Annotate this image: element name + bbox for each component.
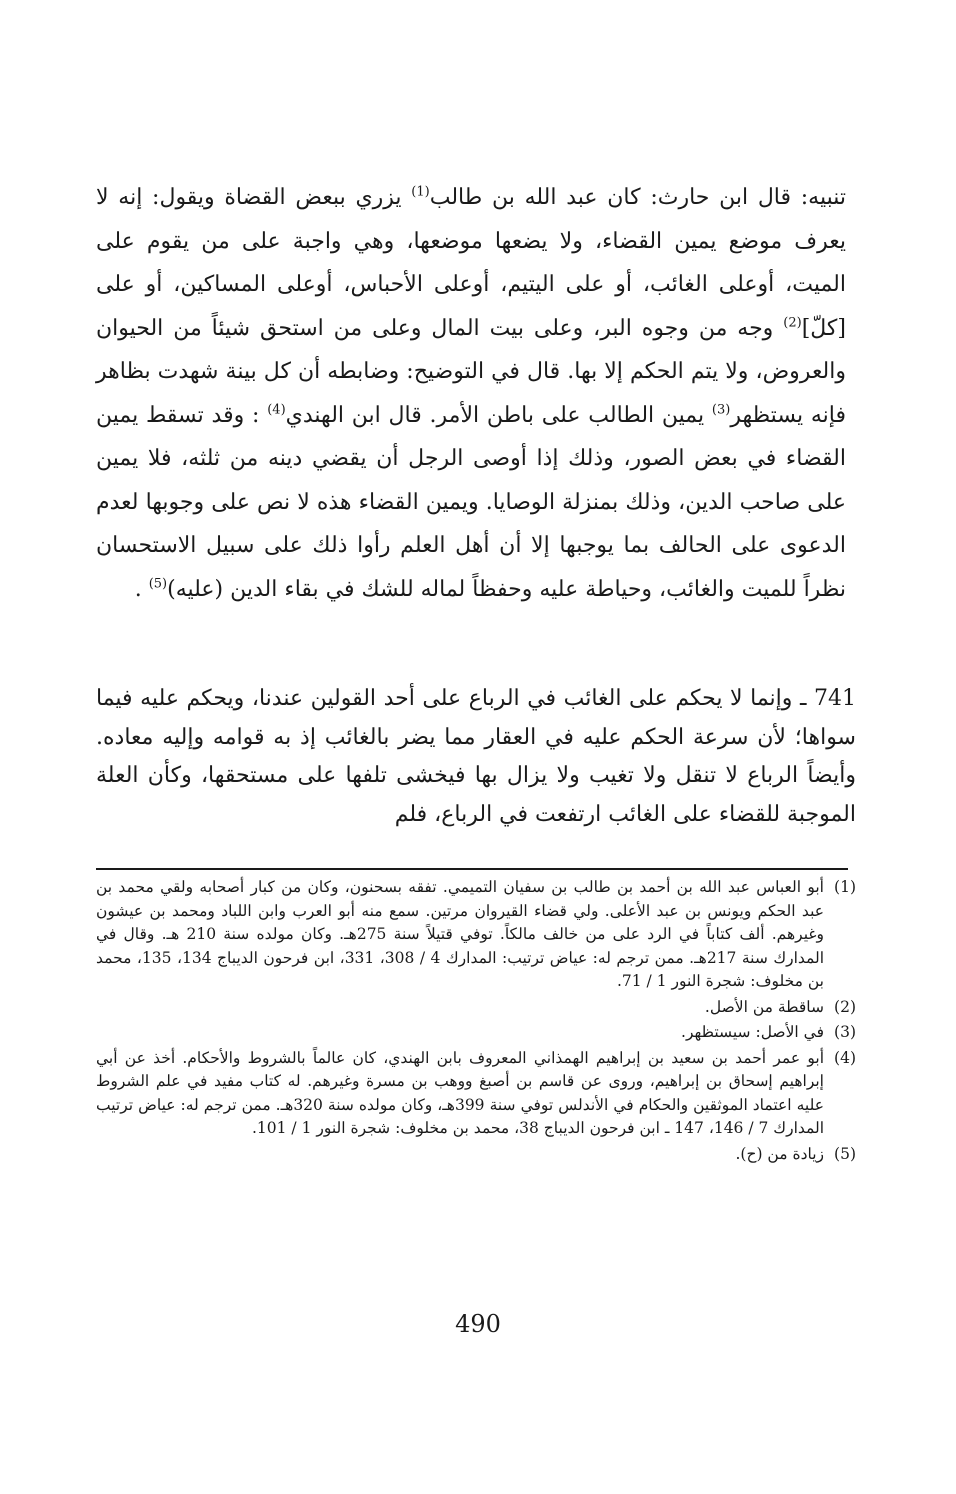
text-segment: يمين الطالب على باطن الأمر. قال ابن الهندي (285, 402, 712, 428)
text-segment: . (134, 576, 149, 602)
footnote-1 (96, 876, 856, 994)
page-number: 490 (455, 1310, 501, 1338)
footnote-text: في الأصل: سيستظهر. (681, 1023, 824, 1041)
footnote-divider (96, 868, 848, 870)
footnote-3 (96, 1021, 856, 1045)
paragraph-number: 741 (814, 686, 856, 711)
footnote-number: (4) (834, 1048, 856, 1067)
numbered-paragraph-text: ـ وإنما لا يحكم على الغائب في الرباع على أحد القولين عندنا، ويحكم عليه فيما سواها؛ لأن سرعة الحكم عليه في العقار مما يضر بالغائب إذ به قوامه وإليه معاده. وأيضاً الرباع لا تنقل ولا تغيب ولا يزال بها فيخشى تلفها على مستحقها، وكأن العلة الموجبة للقضاء على الغائب ارتفعت في الرباع، فلم (96, 686, 856, 827)
footnote-text: أبو العباس عبد الله بن أحمد بن طالب بن سفيان التميمي. تفقه بسحنون، وكان من كبار أصحابه ولقي محمد بن عبد الحكم ويونس بن عبد الأعلى. ولي قضاء القيروان مرتين. سمع منه أبو العرب وابن اللباد ومحمد بن عيشون وغيرهم. ألف كتاباً في الرد على من خالف مالكاً. توفي قتيلاً سنة 275هـ. وكان مولده سنة 210 هـ. وقال في المدارك سنة 217هـ. ممن ترجم له: عياض ترتيب: المدارك 4 / 308، 331، ابن فرحون الديباج 134، 135، محمد بن مخلوف: شجرة النور 1 / 71. (96, 878, 825, 990)
text-segment: تنبيه: قال ابن حارث: كان عبد الله بن طالب (429, 185, 847, 210)
main-paragraph-text (96, 176, 846, 611)
footnote-ref-4: (4) (267, 402, 286, 418)
footnote-text: زيادة من (ح). (735, 1144, 824, 1163)
footnote-5 (96, 1143, 856, 1167)
footnote-text: أبو عمر أحمد بن سعيد بن إبراهيم الهمذاني المعروف بابن الهندي، كان عالماً بالشروط والأحكام. أخذ عن أبي إبراهيم إسحاق بن إبراهيم، وروى عن قاسم بن أصبغ ووهب بن مسرة وغيرهم. له كتاب مفيد في علم الشروط عليه اعتماد الموثقين والحكام في الأندلس توفي سنة 399هـ، وكان مولده سنة 320هـ. ممن ترجم له: عياض ترتيب المدارك 7 / 146، 147 ـ ابن فرحون الديباج 38، محمد بن مخلوف: شجرة النور 1 / 101. (96, 1048, 824, 1137)
text-segment: وجه من وجوه البر، وعلى بيت المال وعلى من استحق شيئاً من الحيوان والعروض، ولا يتم الحكم إلا بها. قال في التوضيح: وضابطه أن كل بينة شهدت بظاهر فإنه يستظهر (96, 315, 846, 428)
text-segment: يزري ببعض القضاة ويقول: إنه لا يعرف موضع يمين القضاء، ولا يضعها موضعها، وهي واجبة على من يقوم على الميت، أوعلى الغائب، أو على اليتيم، أوعلى الأحباس، أوعلى المساكين، أو على [كلّ] (96, 185, 846, 341)
footnote-4 (96, 1047, 856, 1141)
footnote-text: ساقطة من الأصل. (704, 997, 824, 1016)
main-paragraph (96, 176, 846, 611)
footnote-number: (5) (834, 1144, 856, 1163)
footnote-2 (96, 996, 856, 1020)
footnote-number: (1) (834, 878, 856, 896)
text-segment: : وقد تسقط يمين القضاء في بعض الصور، وذلك إذا أوصى الرجل أن يقضي دينه من ثلثه، فلا يمين على صاحب الدين، وذلك بمنزلة الوصايا. ويمين القضاء هذه لا نص على وجوبها لعدم الدعوى على الحالف بما يوجبها إلا أن أهل العلم رأوا ذلك على سبيل الاستحسان نظراً للميت والغائب، وحياطة عليه وحفظاً لماله للشك في بقاء الدين (عليه) (96, 402, 846, 602)
footnote-number: (2) (834, 997, 856, 1016)
footnote-number: (3) (834, 1023, 856, 1041)
footnote-ref-5: (5) (148, 576, 168, 592)
footnotes (96, 876, 856, 1168)
footnote-ref-2: (2) (783, 315, 802, 331)
numbered-paragraph-741 (96, 680, 856, 834)
footnote-ref-1: (1) (411, 184, 430, 200)
footnote-ref-3: (3) (711, 402, 731, 418)
